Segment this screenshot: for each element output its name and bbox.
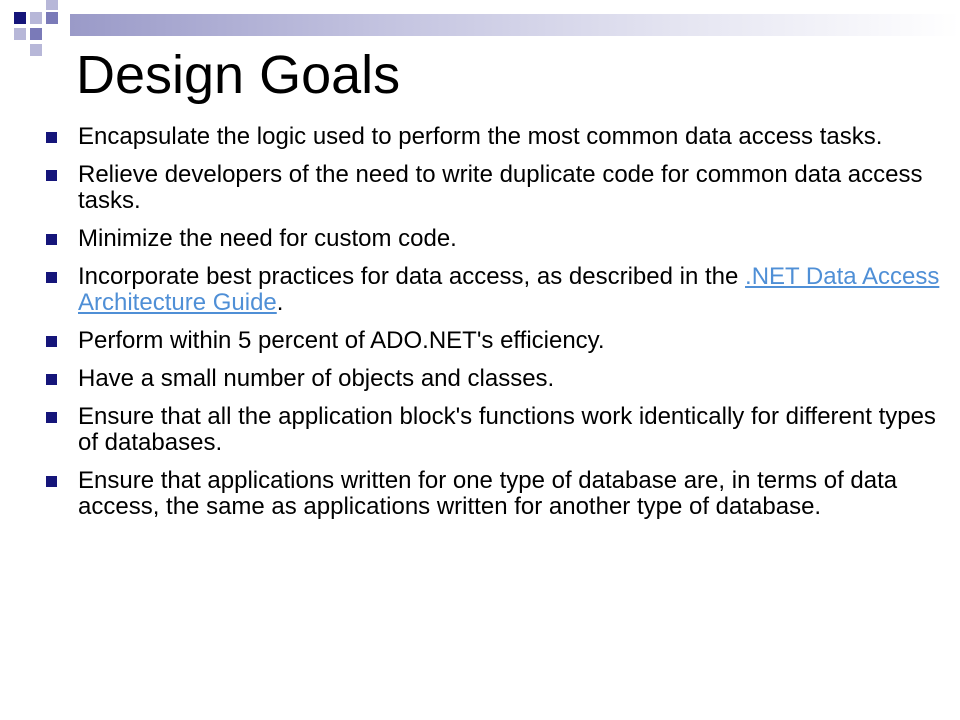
bullet-item: [46, 264, 950, 316]
slide-title: Design Goals: [76, 45, 401, 105]
bullet-text: Perform within 5 percent of ADO.NET's efficiency.: [78, 327, 605, 354]
bullet-item: [46, 468, 950, 520]
corner-square-light: [46, 0, 58, 10]
corner-square-light: [30, 44, 42, 56]
square-bullet-icon: [46, 272, 57, 283]
bullet-text: Have a small number of objects and classes.: [78, 365, 555, 392]
corner-square-mid: [46, 12, 58, 24]
corner-square-dark: [14, 12, 26, 24]
square-bullet-icon: [46, 374, 57, 385]
bullet-text-after-link: .: [276, 289, 284, 316]
bullet-list: [46, 124, 950, 532]
bullet-item: [46, 124, 950, 150]
bullet-item: [46, 226, 950, 252]
bullet-item: [46, 366, 950, 392]
corner-square-light: [14, 28, 26, 40]
square-bullet-icon: [46, 336, 57, 347]
bullet-item: [46, 404, 950, 456]
bullet-text-before-link: Incorporate best practices for data access, as described in the: [78, 263, 746, 290]
bullet-item: [46, 162, 950, 214]
bullet-text: Encapsulate the logic used to perform the most common data access tasks.: [78, 123, 883, 150]
bullet-text: Relieve developers of the need to write duplicate code for common data access tasks.: [78, 161, 923, 214]
square-bullet-icon: [46, 234, 57, 245]
corner-square-mid: [30, 28, 42, 40]
bullet-text: Ensure that applications written for one type of database are, in terms of data access, the same as applications written for another type of database.: [78, 467, 898, 520]
architecture-guide-link[interactable]: .NET Data Access Architecture Guide: [78, 263, 940, 316]
square-bullet-icon: [46, 132, 57, 143]
square-bullet-icon: [46, 412, 57, 423]
corner-square-light: [30, 12, 42, 24]
header-gradient-bar: [70, 14, 960, 36]
bullet-item: [46, 328, 950, 354]
bullet-text: Minimize the need for custom code.: [78, 225, 457, 252]
square-bullet-icon: [46, 476, 57, 487]
square-bullet-icon: [46, 170, 57, 181]
bullet-text: Ensure that all the application block's functions work identically for different types of databases.: [78, 403, 936, 456]
